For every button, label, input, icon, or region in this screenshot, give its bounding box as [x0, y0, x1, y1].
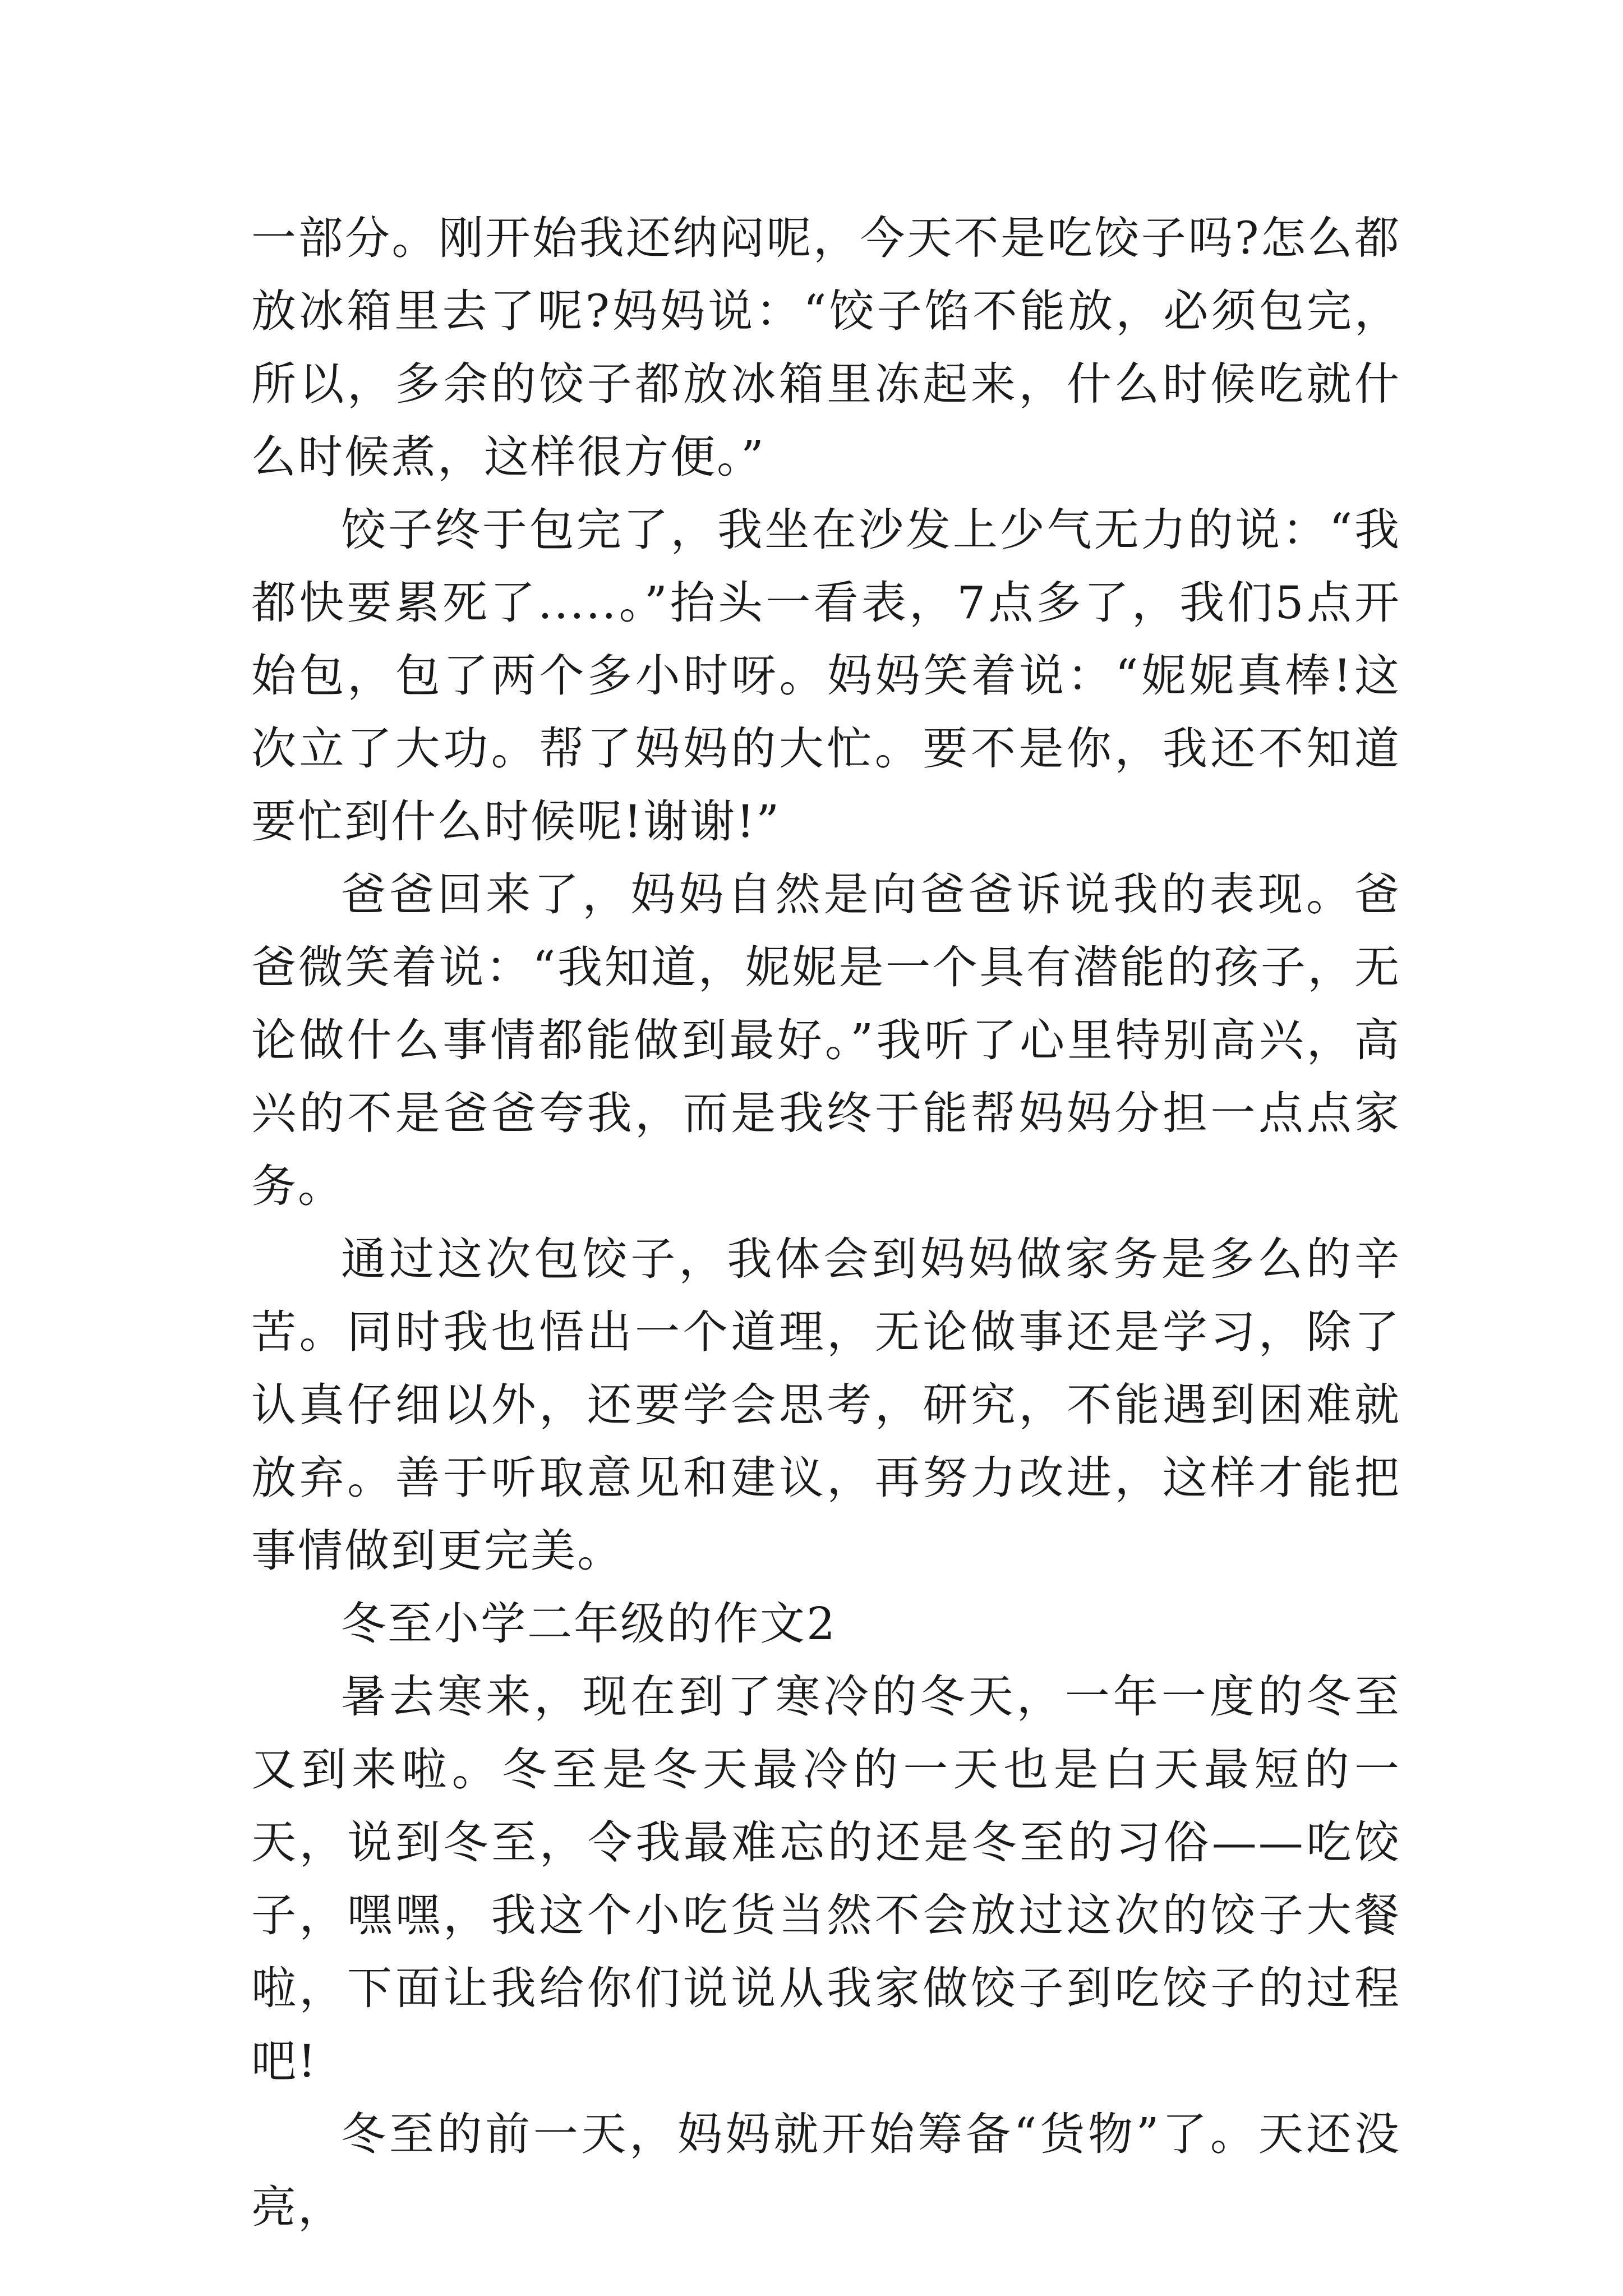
paragraph-4: 通过这次包饺子，我体会到妈妈做家务是多么的辛苦。同时我也悟出一个道理，无论做事还是学习，除了认真仔细以外，还要学会思考，研究，不能遇到困难就放弃。善于听取意见和建议，再努力改进，这样才能把事情做到更完美。: [251, 1233, 1401, 1577]
document-body: [251, 202, 1401, 2244]
paragraph-5: 暑去寒来，现在到了寒冷的冬天，一年一度的冬至又到来啦。冬至是冬天最冷的一天也是白天最短的一天，说到冬至，令我最难忘的还是冬至的习俗——吃饺子，嘿嘿，我这个小吃货当然不会放过这次的饺子大餐啦，下面让我给你们说说从我家做饺子到吃饺子的过程吧!: [251, 1671, 1401, 2087]
paragraph-6: 冬至的前一天，妈妈就开始筹备“货物”了。天还没亮，: [251, 2108, 1401, 2233]
section-heading: 冬至小学二年级的作文2: [341, 1598, 837, 1650]
paragraph-2: 饺子终于包完了，我坐在沙发上少气无力的说：“我都快要累死了.....。”抬头一看表，7点多了，我们5点开始包，包了两个多小时呀。妈妈笑着说：“妮妮真棒!这次立了大功。帮了妈妈的大忙。要不是你，我还不知道要忙到什么时候呢!谢谢!”: [251, 504, 1401, 848]
paragraph-1: 一部分。刚开始我还纳闷呢，今天不是吃饺子吗?怎么都放冰箱里去了呢?妈妈说：“饺子馅不能放，必须包完，所以，多余的饺子都放冰箱里冻起来，什么时候吃就什么时候煮，这样很方便。”: [251, 212, 1401, 483]
paragraph-3: 爸爸回来了，妈妈自然是向爸爸诉说我的表现。爸爸微笑着说：“我知道，妮妮是一个具有潜能的孩子，无论做什么事情都能做到最好。”我听了心里特别高兴，高兴的不是爸爸夸我，而是我终于能帮妈妈分担一点点家务。: [251, 868, 1401, 1212]
